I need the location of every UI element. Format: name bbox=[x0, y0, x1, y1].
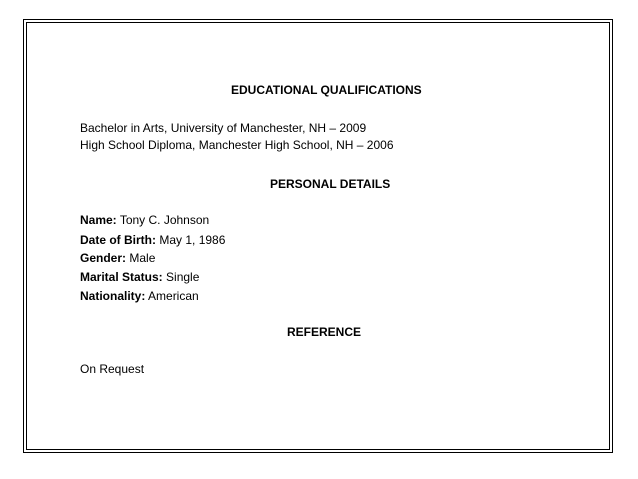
education-heading: EDUCATIONAL QUALIFICATIONS bbox=[231, 83, 422, 97]
field-marital-label: Marital Status: bbox=[80, 270, 163, 284]
education-item-1: Bachelor in Arts, University of Manchester, NH – 2009 bbox=[80, 121, 367, 135]
field-name bbox=[80, 210, 209, 230]
field-nationality bbox=[80, 286, 199, 306]
field-marital-value: Single bbox=[166, 270, 200, 284]
field-marital bbox=[80, 267, 199, 287]
field-name-label: Name: bbox=[80, 213, 117, 227]
field-gender-label: Gender: bbox=[80, 251, 127, 265]
field-gender bbox=[80, 248, 155, 268]
reference-heading: REFERENCE bbox=[287, 325, 362, 339]
field-nationality-label: Nationality: bbox=[80, 289, 146, 303]
field-dob-label: Date of Birth: bbox=[80, 233, 156, 247]
field-gender-value: Male bbox=[129, 251, 156, 265]
education-item-2: High School Diploma, Manchester High School, NH – 2006 bbox=[80, 138, 394, 152]
field-nationality-value: American bbox=[148, 289, 199, 303]
field-dob bbox=[80, 230, 225, 250]
field-dob-value: May 1, 1986 bbox=[159, 233, 226, 247]
personal-heading: PERSONAL DETAILS bbox=[270, 177, 391, 191]
reference-text: On Request bbox=[80, 362, 145, 376]
field-name-value: Tony C. Johnson bbox=[119, 213, 210, 227]
